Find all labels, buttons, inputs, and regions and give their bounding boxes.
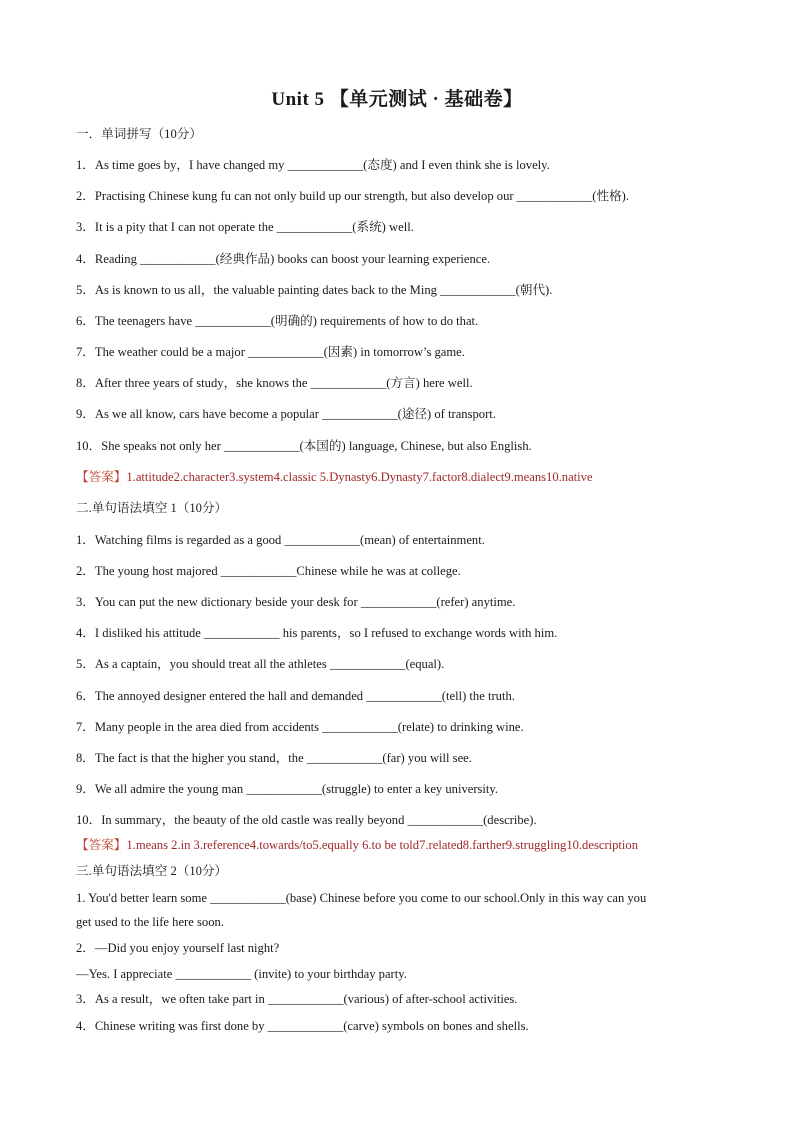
answer-text: 1.means 2.in 3.reference4.towards/to5.equally 6.to be told7.related8.farther9.struggling10.description (126, 838, 639, 852)
question-line: 9．We all admire the young man ____________(struggle) to enter a key university. (76, 782, 499, 796)
answer-tag: 【答案】 (76, 470, 127, 484)
section-heading: 三.单句语法填空 2（10分） (76, 864, 228, 878)
question-line: 8．The fact is that the higher you stand，the ____________(far) you will see. (76, 751, 472, 765)
question-line: 7．The weather could be a major ____________(因素) in tomorrow’s game. (76, 345, 465, 359)
question-line: 10．In summary，the beauty of the old castle was really beyond ____________(describe). (76, 813, 537, 827)
question-line: 2．—Did you enjoy yourself last night? (76, 941, 280, 955)
answer-line (76, 469, 736, 485)
question-line: 4．Chinese writing was first done by ____________(carve) symbols on bones and shells. (76, 1019, 529, 1033)
question-line: 4．I disliked his attitude ____________ his parents，so I refused to exchange words with him. (76, 626, 558, 640)
question-line: 9．As we all know, cars have become a popular ____________(途径) of transport. (76, 407, 496, 421)
page-title: Unit 5 【单元测试 · 基础卷】 (271, 89, 523, 110)
question-line: 10．She speaks not only her ____________(本国的) language, Chinese, but also English. (76, 439, 532, 453)
question-line: 3．You can put the new dictionary beside your desk for ____________(refer) anytime. (76, 595, 516, 609)
question-line: 3．It is a pity that I can not operate the ____________(系统) well. (76, 220, 414, 234)
answer-tag: 【答案】 (76, 838, 127, 852)
question-line: 5．As is known to us all，the valuable painting dates back to the Ming ____________(朝代). (76, 283, 553, 297)
question-line: 6．The annoyed designer entered the hall and demanded ____________(tell) the truth. (76, 689, 515, 703)
question-line: 7．Many people in the area died from accidents ____________(relate) to drinking wine. (76, 720, 524, 734)
answer-line (76, 837, 736, 853)
question-line: 1. You'd better learn some ____________(base) Chinese before you come to our school.Only in this way can you (76, 891, 647, 905)
question-line: 5．As a captain，you should treat all the athletes ____________(equal). (76, 657, 445, 671)
question-line: 1．Watching films is regarded as a good ____________(mean) of entertainment. (76, 533, 485, 547)
question-line: 2．Practising Chinese kung fu can not only build up our strength, but also develop our ____________(性格). (76, 189, 630, 203)
question-line: 8．After three years of study，she knows the ____________(方言) here well. (76, 376, 473, 390)
question-line: 2．The young host majored ____________Chinese while he was at college. (76, 564, 461, 578)
answer-text: 1.attitude2.character3.system4.classic 5.Dynasty6.Dynasty7.factor8.dialect9.means10.native (126, 470, 593, 484)
question-line: 4．Reading ____________(经典作品) books can boost your learning experience. (76, 252, 491, 266)
section-heading: 二.单句语法填空 1（10分） (76, 501, 228, 515)
question-line: 1．As time goes by，I have changed my ____________(态度) and I even think she is lovely. (76, 158, 550, 172)
section-heading: 一．单词拼写（10分） (76, 127, 202, 141)
question-line: 6．The teenagers have ____________(明确的) requirements of how to do that. (76, 314, 479, 328)
question-line: get used to the life here soon. (76, 915, 224, 929)
question-line: 3．As a result，we often take part in ____________(various) of after-school activities. (76, 992, 518, 1006)
question-line: —Yes. I appreciate ____________ (invite) to your birthday party. (76, 967, 407, 981)
